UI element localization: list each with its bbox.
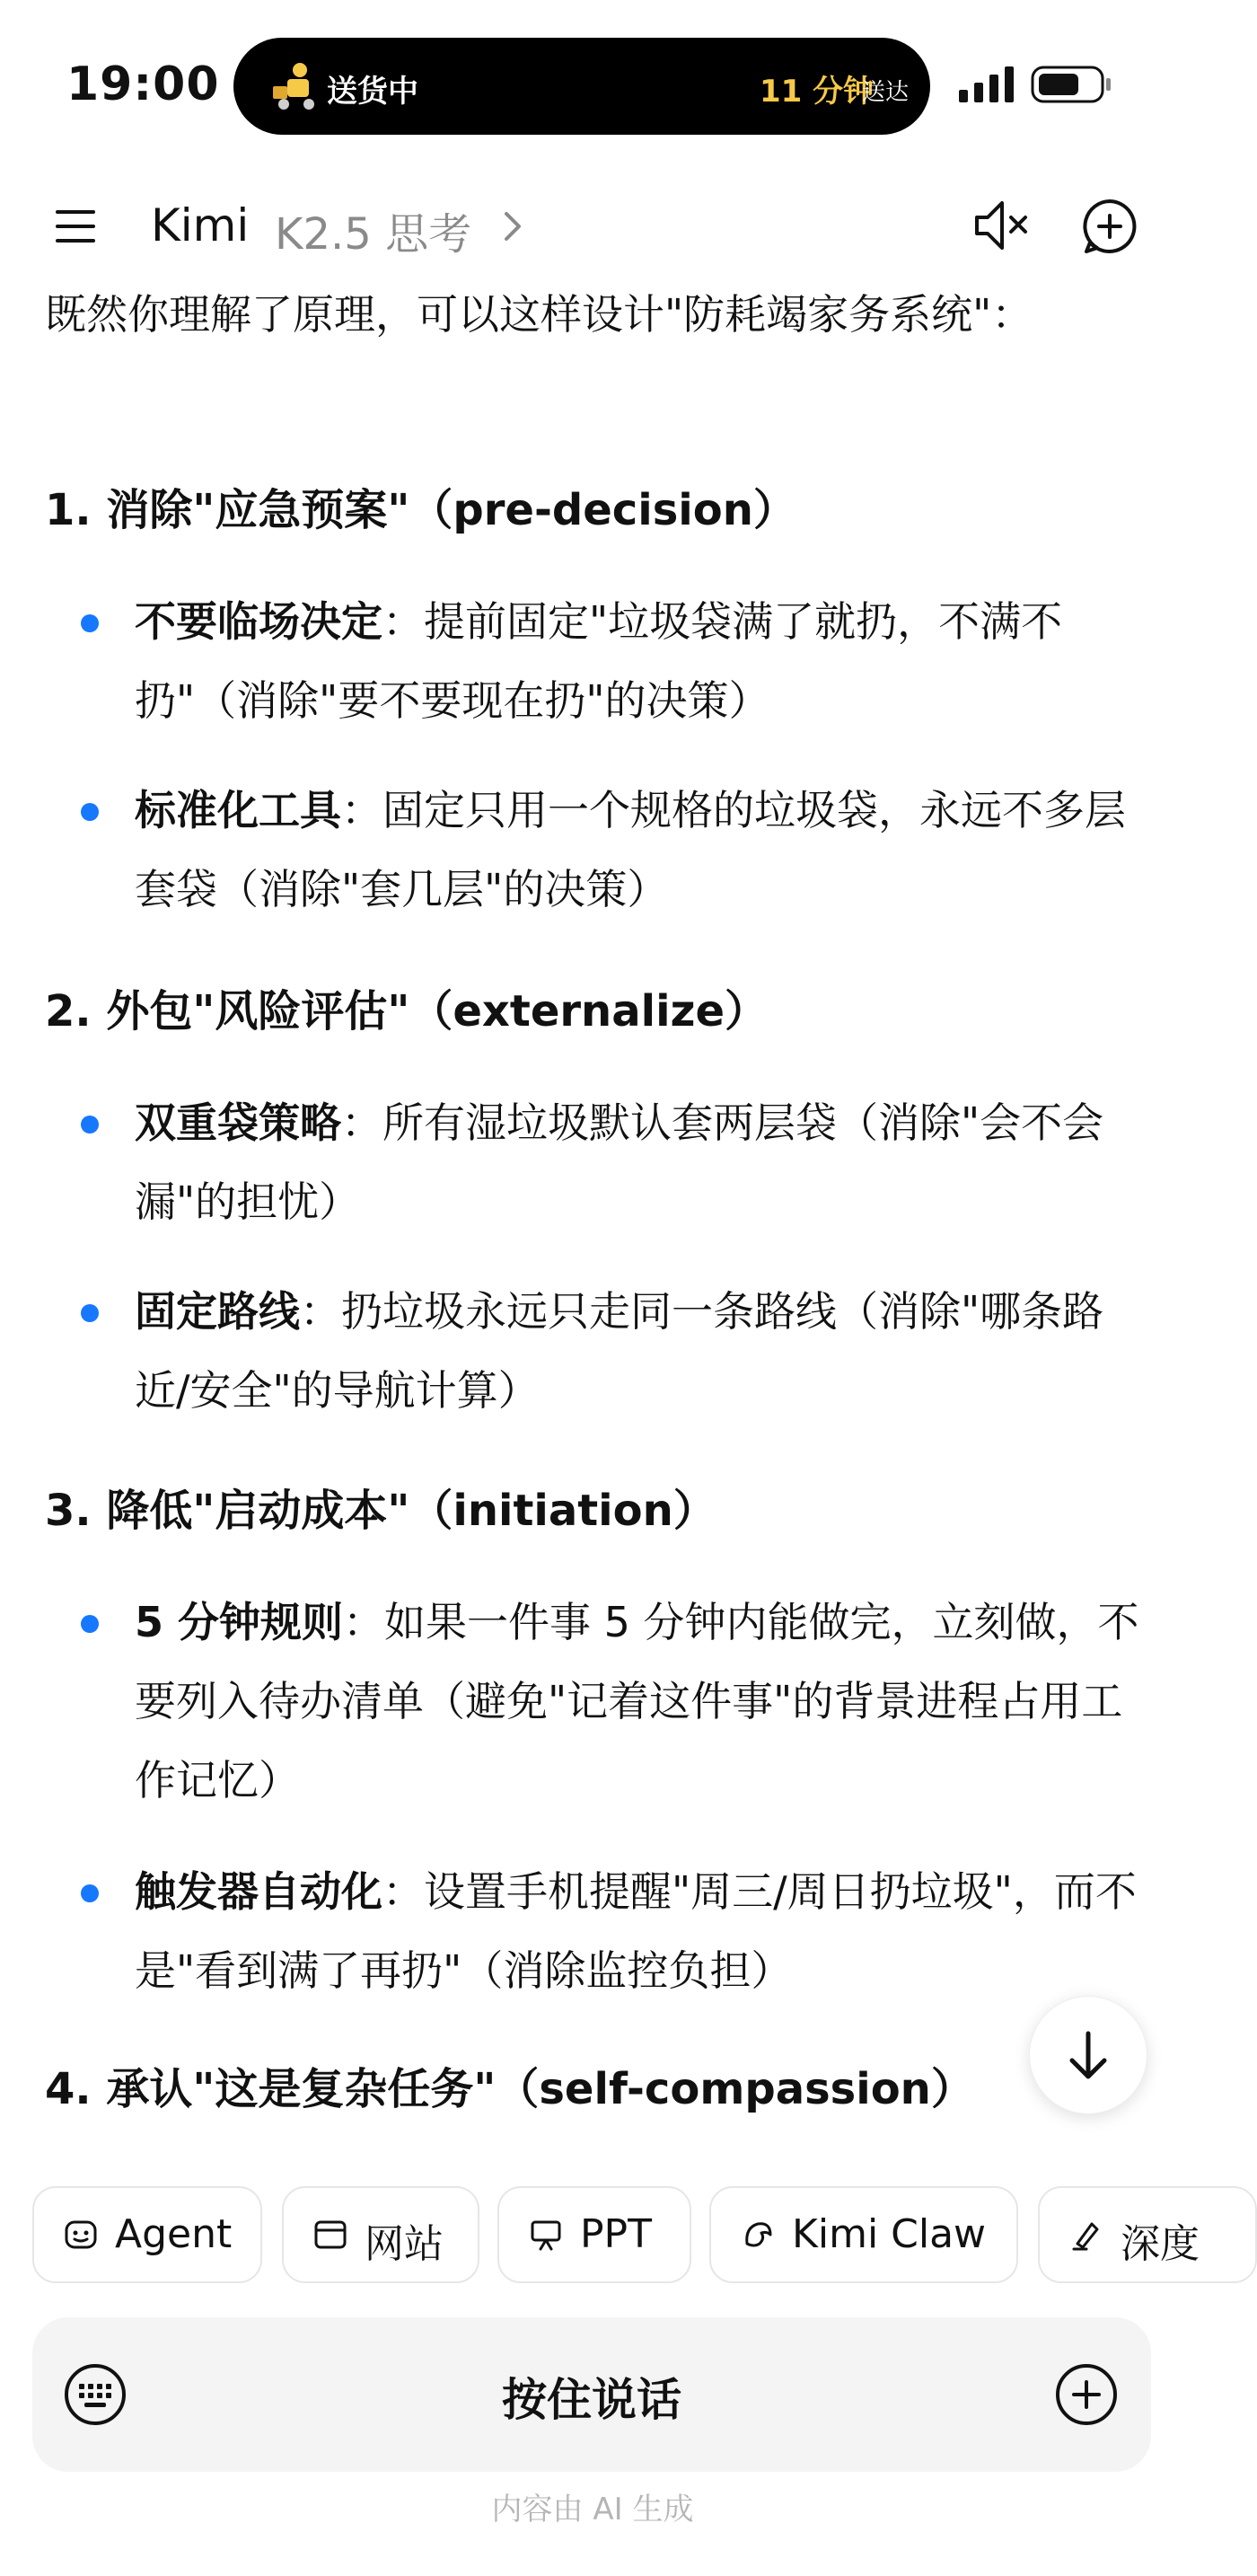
list-item-body: ：固定只用一个规格的垃圾袋，永远不多层套袋（消除"套几层"的决策） xyxy=(135,786,1126,913)
speaker-muted-icon[interactable] xyxy=(970,194,1033,257)
delivery-eta: 11 分钟 xyxy=(760,74,875,110)
list-item-title: 标准化工具 xyxy=(135,786,341,834)
chip-deep-research[interactable] xyxy=(1038,2186,1257,2283)
app-name: Kimi xyxy=(151,199,250,251)
browser-icon xyxy=(312,2217,348,2253)
section-heading: 2. 外包"风险评估"（externalize） xyxy=(45,986,769,1037)
pen-icon xyxy=(1068,2217,1104,2253)
list-item-body: ：提前固定"垃圾袋满了就扔，不满不扔"（消除"要不要现在扔"的决策） xyxy=(135,597,1063,725)
quick-action-chips xyxy=(32,2186,1200,2283)
dynamic-island-delivery[interactable] xyxy=(233,38,930,135)
agent-icon xyxy=(63,2217,99,2253)
list-item-text xyxy=(135,1272,1149,1430)
ai-generated-note: 内容由 AI 生成 xyxy=(491,2492,694,2527)
message-intro: 既然你理解了原理，可以这样设计"防耗竭家务系统"： xyxy=(45,290,1033,339)
list-item xyxy=(45,1583,1149,1820)
bullet-dot xyxy=(81,1884,99,1902)
list-item-text xyxy=(135,1583,1149,1820)
list-item-text xyxy=(135,1083,1149,1241)
status-time: 19:00 xyxy=(66,57,220,111)
chip-kimi-claw[interactable] xyxy=(709,2186,1018,2283)
new-chat-icon[interactable] xyxy=(1081,198,1138,255)
presentation-icon xyxy=(528,2217,564,2253)
chip-agent[interactable] xyxy=(32,2186,262,2283)
list-item-title: 双重袋策略 xyxy=(135,1098,341,1147)
arrow-down-icon xyxy=(1061,2028,1115,2082)
menu-icon[interactable] xyxy=(52,203,99,250)
model-selector[interactable]: K2.5 思考 xyxy=(275,209,472,260)
chip-label: 网站 xyxy=(365,2221,444,2267)
scroll-to-bottom-button[interactable] xyxy=(1029,1996,1147,2114)
list-item-title: 触发器自动化 xyxy=(135,1867,382,1916)
list-item-text xyxy=(135,1852,1149,2010)
chip-label: Agent xyxy=(115,2211,233,2257)
plus-circle-icon[interactable] xyxy=(1054,2362,1119,2427)
bullet-dot xyxy=(81,803,99,821)
cellular-signal-icon xyxy=(959,66,1015,102)
chip-label: PPT xyxy=(580,2211,652,2257)
section-heading: 3. 降低"启动成本"（initiation） xyxy=(45,1486,716,1536)
delivery-rider-icon xyxy=(269,59,323,113)
section-heading: 1. 消除"应急预案"（pre-decision） xyxy=(45,485,796,535)
list-item-body: ：如果一件事 5 分钟内能做完，立刻做，不要列入待办清单（避免"记着这件事"的背景进程占用工作记忆） xyxy=(135,1598,1139,1804)
delivery-status: 送货中 xyxy=(327,74,418,110)
list-item-body: ：所有湿垃圾默认套两层袋（消除"会不会漏"的担忧） xyxy=(135,1098,1104,1226)
voice-input-bar[interactable] xyxy=(32,2317,1151,2472)
bullet-dot xyxy=(81,1116,99,1134)
list-item xyxy=(45,582,1149,740)
bullet-dot xyxy=(81,1615,99,1633)
list-item xyxy=(45,771,1149,929)
chip-website[interactable] xyxy=(282,2186,479,2283)
list-item-title: 不要临场决定 xyxy=(135,597,382,646)
bullet-dot xyxy=(81,1304,99,1322)
chip-label: Kimi Claw xyxy=(792,2211,987,2257)
chip-ppt[interactable] xyxy=(497,2186,691,2283)
delivery-eta-suffix: 送达 xyxy=(862,79,910,106)
list-item-text xyxy=(135,771,1149,929)
list-item-title: 固定路线 xyxy=(135,1287,300,1336)
hold-to-talk-label[interactable]: 按住说话 xyxy=(502,2374,681,2426)
list-item-body: ：扔垃圾永远只走同一条路线（消除"哪条路近/安全"的导航计算） xyxy=(135,1287,1104,1415)
battery-icon xyxy=(1031,65,1113,104)
list-item-title: 5 分钟规则 xyxy=(135,1598,344,1646)
chip-label: 深度 xyxy=(1121,2221,1200,2267)
list-item xyxy=(45,1083,1149,1241)
list-item-body: ：设置手机提醒"周三/周日扔垃圾"，而不是"看到满了再扔"（消除监控负担） xyxy=(135,1867,1137,1995)
claw-icon xyxy=(740,2217,776,2253)
list-item xyxy=(45,1852,1149,2010)
list-item xyxy=(45,1272,1149,1430)
bullet-dot xyxy=(81,614,99,632)
list-item-text xyxy=(135,582,1149,740)
section-heading: 4. 承认"这是复杂任务"（self-compassion） xyxy=(45,2064,974,2114)
chevron-right-icon[interactable] xyxy=(501,208,524,244)
